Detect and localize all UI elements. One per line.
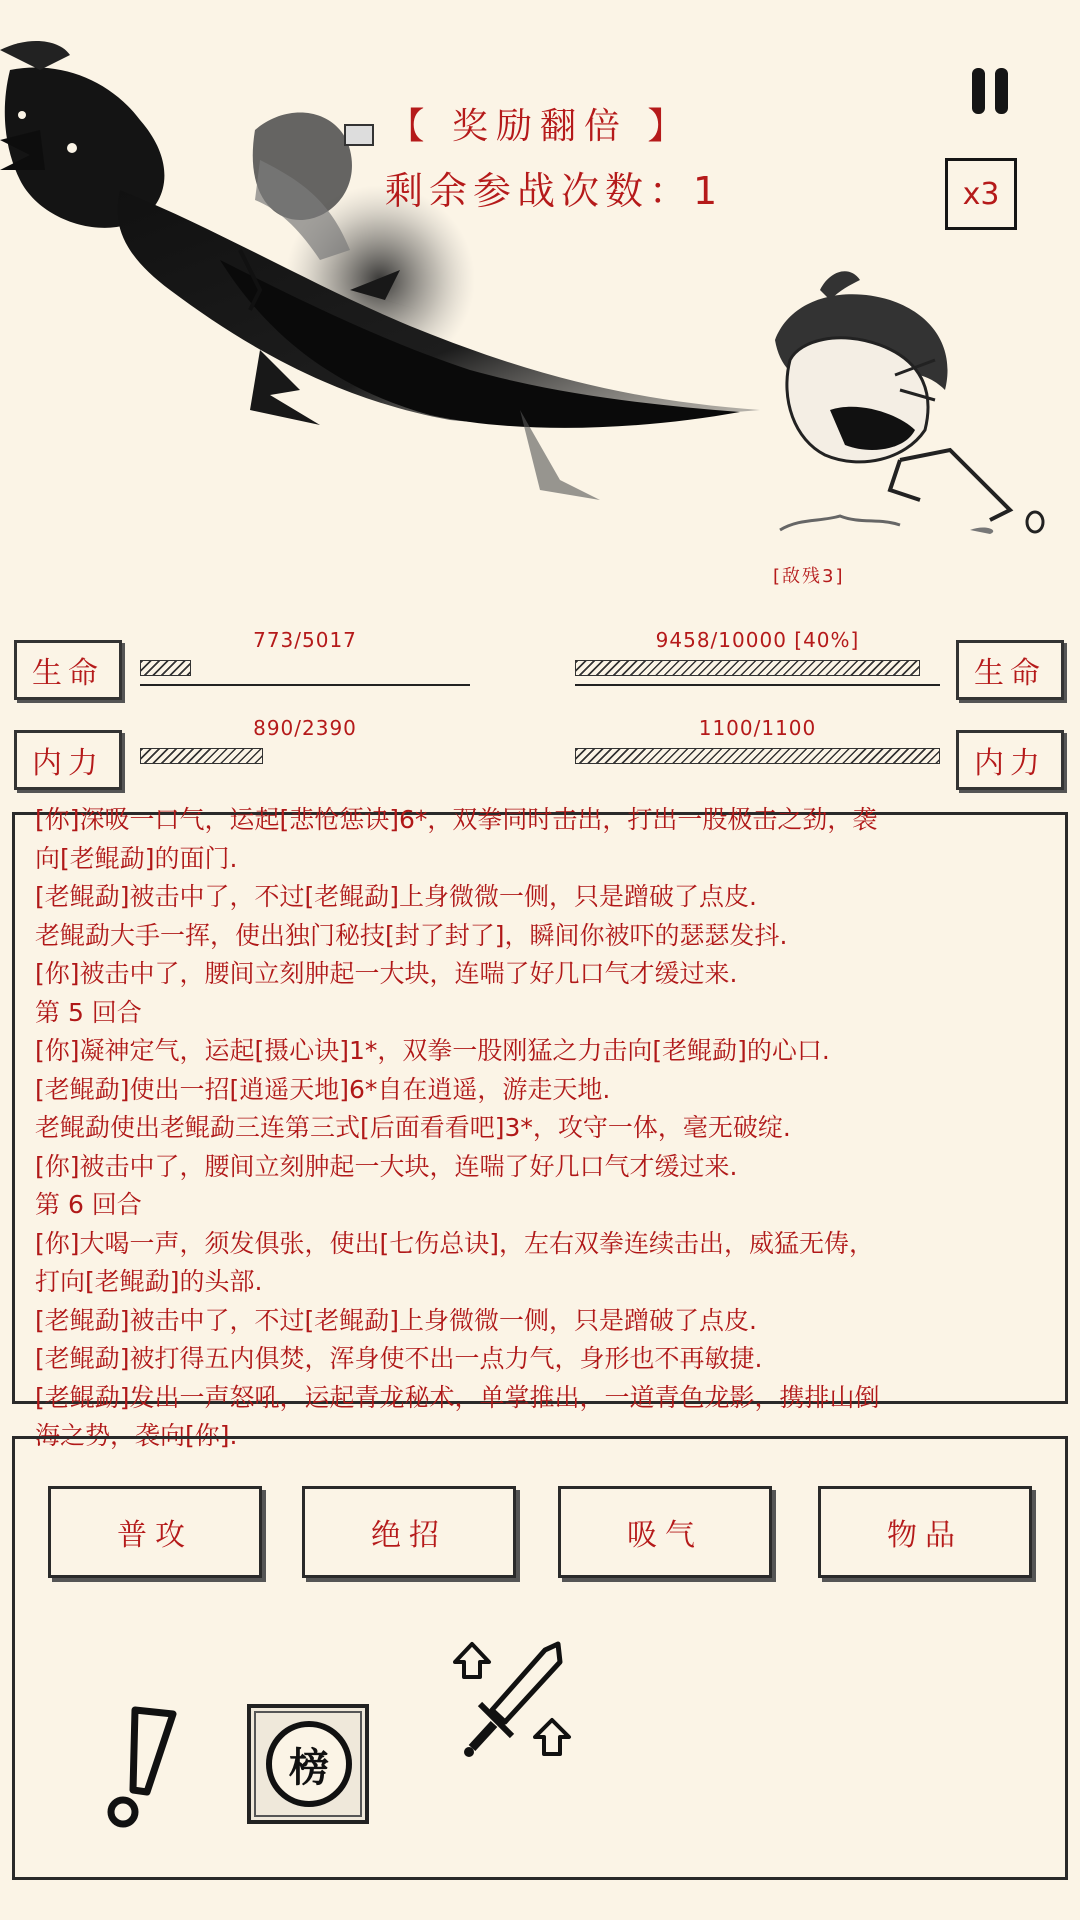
- enemy-hp-bar: [575, 660, 920, 676]
- log-line: [你]大喝一声，须发俱张，使出[七伤总诀]，左右双拳连续击出，威猛无俦，: [35, 1228, 875, 1258]
- player-hp-text: 773/5017: [253, 628, 357, 652]
- player-mp-button[interactable]: 内力: [14, 730, 122, 790]
- enemy-figure: [775, 271, 1043, 534]
- speed-button[interactable]: x3: [945, 158, 1017, 230]
- sword-upgrade-icon[interactable]: [450, 1632, 580, 1772]
- log-line: 老鲲勐使出老鲲勐三连第三式[后面看看吧]3*，攻守一体，毫无破绽.: [35, 1113, 791, 1142]
- log-line: 老鲲勐大手一挥，使出独门秘技[封了封了]，瞬间你被吓的瑟瑟发抖.: [35, 920, 788, 950]
- pause-icon[interactable]: [968, 68, 1012, 114]
- enemy-mp-button[interactable]: 内力: [956, 730, 1064, 790]
- log-line: 第 6 回合: [35, 1190, 142, 1219]
- log-line: 第 5 回合: [35, 997, 142, 1027]
- enemy-hp-track: [575, 684, 940, 686]
- player-hp-bar: [140, 660, 191, 676]
- player-mp-text: 890/2390: [253, 716, 357, 740]
- log-line: [老鲲勐]发出一声怒吼，运起青龙秘术，单掌推出，一道青色龙影，携排山倒: [35, 1382, 880, 1412]
- log-line: [老鲲勐]使出一招[逍遥天地]6*自在逍遥，游走天地.: [35, 1074, 611, 1104]
- battle-log[interactable]: [12, 805, 1068, 1450]
- log-line: [老鲲勐]被击中了，不过[老鲲勐]上身微微一侧，只是蹭破了点皮.: [35, 882, 757, 911]
- enemy-mp-bar: [575, 748, 940, 764]
- breathe-button[interactable]: 吸气: [558, 1486, 772, 1578]
- ranking-label: 榜: [289, 1744, 329, 1791]
- enemy-hp-button[interactable]: 生命: [956, 640, 1064, 700]
- remaining-battles: [385, 160, 723, 215]
- ultimate-button[interactable]: 绝招: [302, 1486, 516, 1578]
- log-line: 打向[老鲲勐]的头部.: [35, 1267, 263, 1296]
- player-hp-button[interactable]: 生命: [14, 640, 122, 700]
- log-line: 向[老鲲勐]的面门.: [35, 843, 238, 873]
- log-line: 海之势，袭向[你].: [35, 1421, 238, 1450]
- enemy-hp-text: 9458/10000 [40%]: [655, 628, 860, 652]
- log-line: [老鲲勐]被打得五内俱焚，浑身使不出一点力气，身形也不再敏捷.: [35, 1344, 763, 1373]
- normal-attack-button[interactable]: 普攻: [48, 1486, 262, 1578]
- items-button[interactable]: 物品: [818, 1486, 1032, 1578]
- player-mp-bar: [140, 748, 263, 764]
- remaining-battles-value: 1: [693, 169, 724, 213]
- ranking-button[interactable]: [245, 1700, 373, 1828]
- log-line: [你]被击中了，腰间立刻肿起一大块，连喘了好几口气才缓过来.: [35, 959, 738, 988]
- battle-log-lines: [35, 801, 1045, 1456]
- log-line: [老鲲勐]被击中了，不过[老鲲勐]上身微微一侧，只是蹭破了点皮.: [35, 1305, 757, 1335]
- remaining-battles-label: 剩余参战次数：: [385, 169, 694, 213]
- enemy-label: [敌残3]: [773, 566, 845, 587]
- log-line: [你]深吸一口气，运起[悲怆惩诀]6*，双拳同时击出，打出一股极击之劲，袭: [35, 805, 878, 834]
- log-line: [你]被击中了，腰间立刻肿起一大块，连喘了好几口气才缓过来.: [35, 1151, 738, 1181]
- log-line: [你]凝神定气，运起[摄心诀]1*，双拳一股刚猛之力击向[老鲲勐]的心口.: [35, 1036, 830, 1065]
- player-hp-track: [140, 684, 470, 686]
- reward-double-title: 【 奖励翻倍 】: [388, 106, 692, 147]
- enemy-mp-text: 1100/1100: [698, 716, 817, 740]
- exclamation-icon[interactable]: [95, 1700, 185, 1830]
